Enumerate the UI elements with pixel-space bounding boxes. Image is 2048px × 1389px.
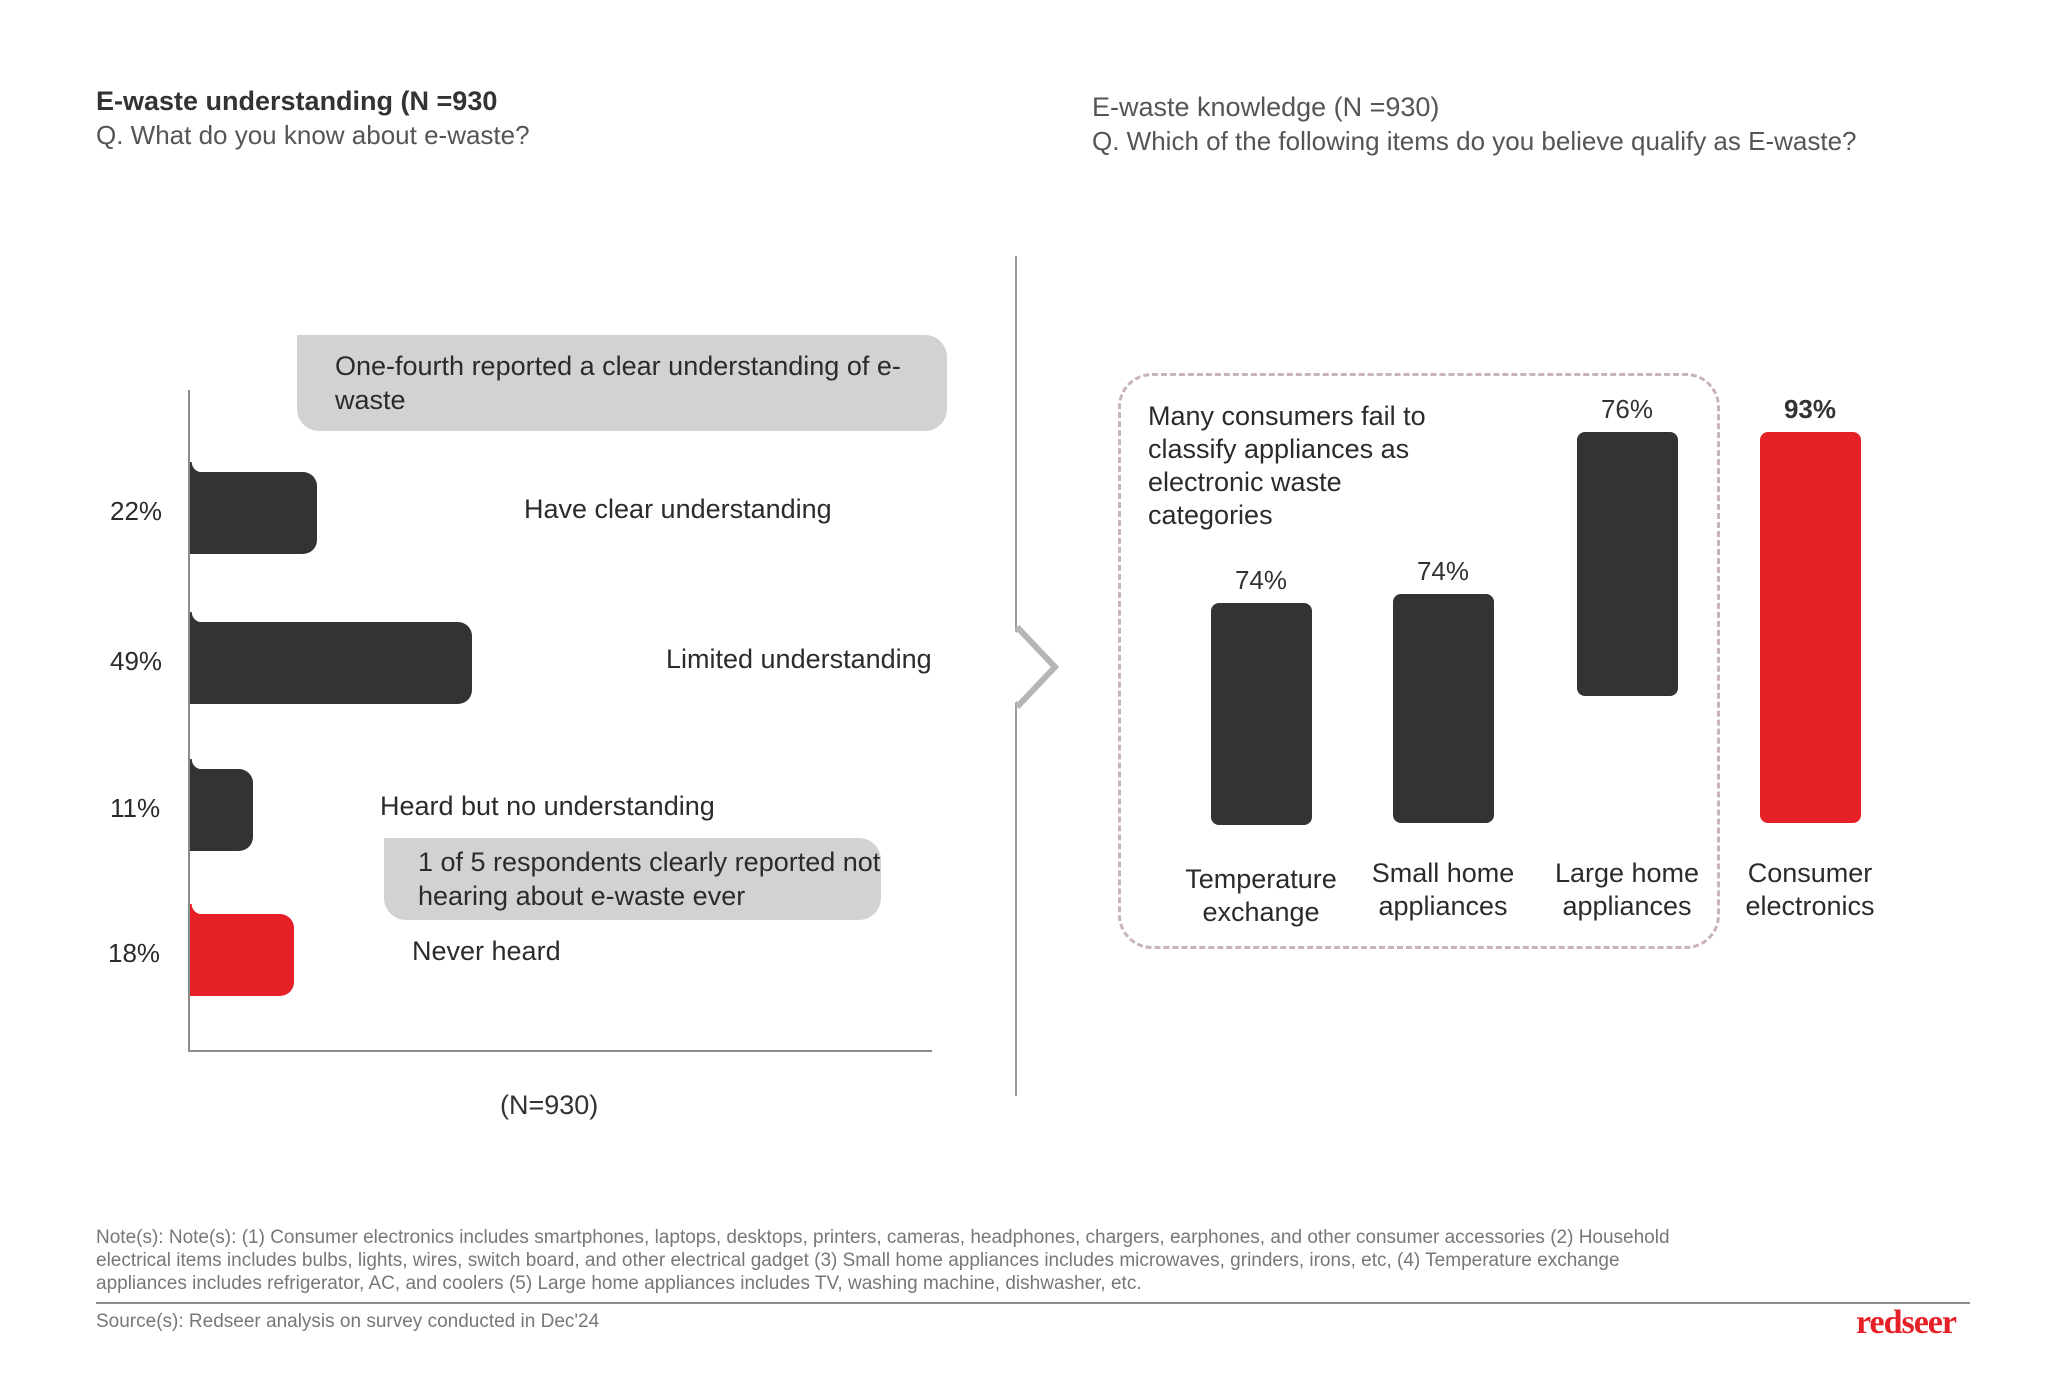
bar-category-label: Have clear understanding bbox=[524, 494, 832, 524]
bar-have-clear-understanding bbox=[190, 472, 317, 554]
bar-never-heard bbox=[190, 914, 294, 996]
bar-consumer-electronics bbox=[1760, 432, 1861, 823]
bar-value-label: 74% bbox=[1416, 556, 1470, 586]
sample-size-label: (N=930) bbox=[500, 1090, 599, 1120]
left-chart-title: E-waste understanding (N =930 bbox=[96, 86, 498, 116]
bar-limited-understanding bbox=[190, 622, 472, 704]
callout-clear-understanding: One-fourth reported a clear understanding of e-waste bbox=[297, 335, 947, 431]
bar-category-label: Temperature exchange bbox=[1185, 864, 1337, 927]
left-x-axis bbox=[188, 1050, 932, 1052]
bar-temperature-exchange bbox=[1211, 603, 1312, 825]
bar-category-label: Limited understanding bbox=[666, 644, 932, 674]
bar-value-label: 76% bbox=[1600, 394, 1654, 424]
bar-value-label: 11% bbox=[110, 793, 161, 823]
bar-large-home-appliances bbox=[1577, 432, 1678, 696]
bar-small-home-appliances bbox=[1393, 594, 1494, 823]
bar-value-label: 49% bbox=[110, 646, 163, 676]
redseer-logo: redseer bbox=[1856, 1304, 1956, 1341]
bar-category-label: Never heard bbox=[412, 936, 561, 966]
source-note: Source(s): Redseer analysis on survey conducted in Dec'24 bbox=[96, 1311, 600, 1332]
appliances-note: Many consumers fail to classify appliances as electronic waste categories bbox=[1148, 401, 1426, 530]
bar-category-label: Large home appliances bbox=[1554, 858, 1700, 921]
bar-category-label: Small home appliances bbox=[1371, 858, 1515, 921]
bar-value-label: 18% bbox=[108, 938, 161, 968]
footer-divider bbox=[96, 1302, 1970, 1304]
bar-category-label: Heard but no understanding bbox=[380, 791, 715, 821]
right-chart-question: Q. Which of the following items do you believe qualify as E-waste? bbox=[1092, 126, 1857, 156]
bar-heard-but-no-understanding bbox=[190, 769, 253, 851]
bar-value-label: 74% bbox=[1234, 565, 1288, 595]
bar-category-label: Consumer electronics bbox=[1745, 858, 1875, 921]
chevron-right-icon bbox=[1015, 625, 1059, 709]
bar-value-label: 22% bbox=[110, 496, 163, 526]
left-chart-question: Q. What do you know about e-waste? bbox=[96, 120, 530, 150]
bar-value-label: 93% bbox=[1783, 394, 1837, 424]
callout-never-heard: 1 of 5 respondents clearly reported not hearing about e-waste ever bbox=[384, 838, 881, 920]
right-chart-title: E-waste knowledge (N =930) bbox=[1092, 92, 1440, 122]
footnote: Note(s): Note(s): (1) Consumer electronics includes smartphones, laptops, desktops, printers, cameras, headphones, chargers, earphones, and other consumer accessories (2) Household electrical items includes bulbs, lights, wires, switch board, and other electrical gadget (3) Small home appliances includes microwaves, grinders, irons, etc, (4) Temperature exchange appliances includes refrigerator, AC, and coolers (5) Large home appliances includes TV, washing machine, dishwasher, etc. bbox=[96, 1227, 1670, 1294]
